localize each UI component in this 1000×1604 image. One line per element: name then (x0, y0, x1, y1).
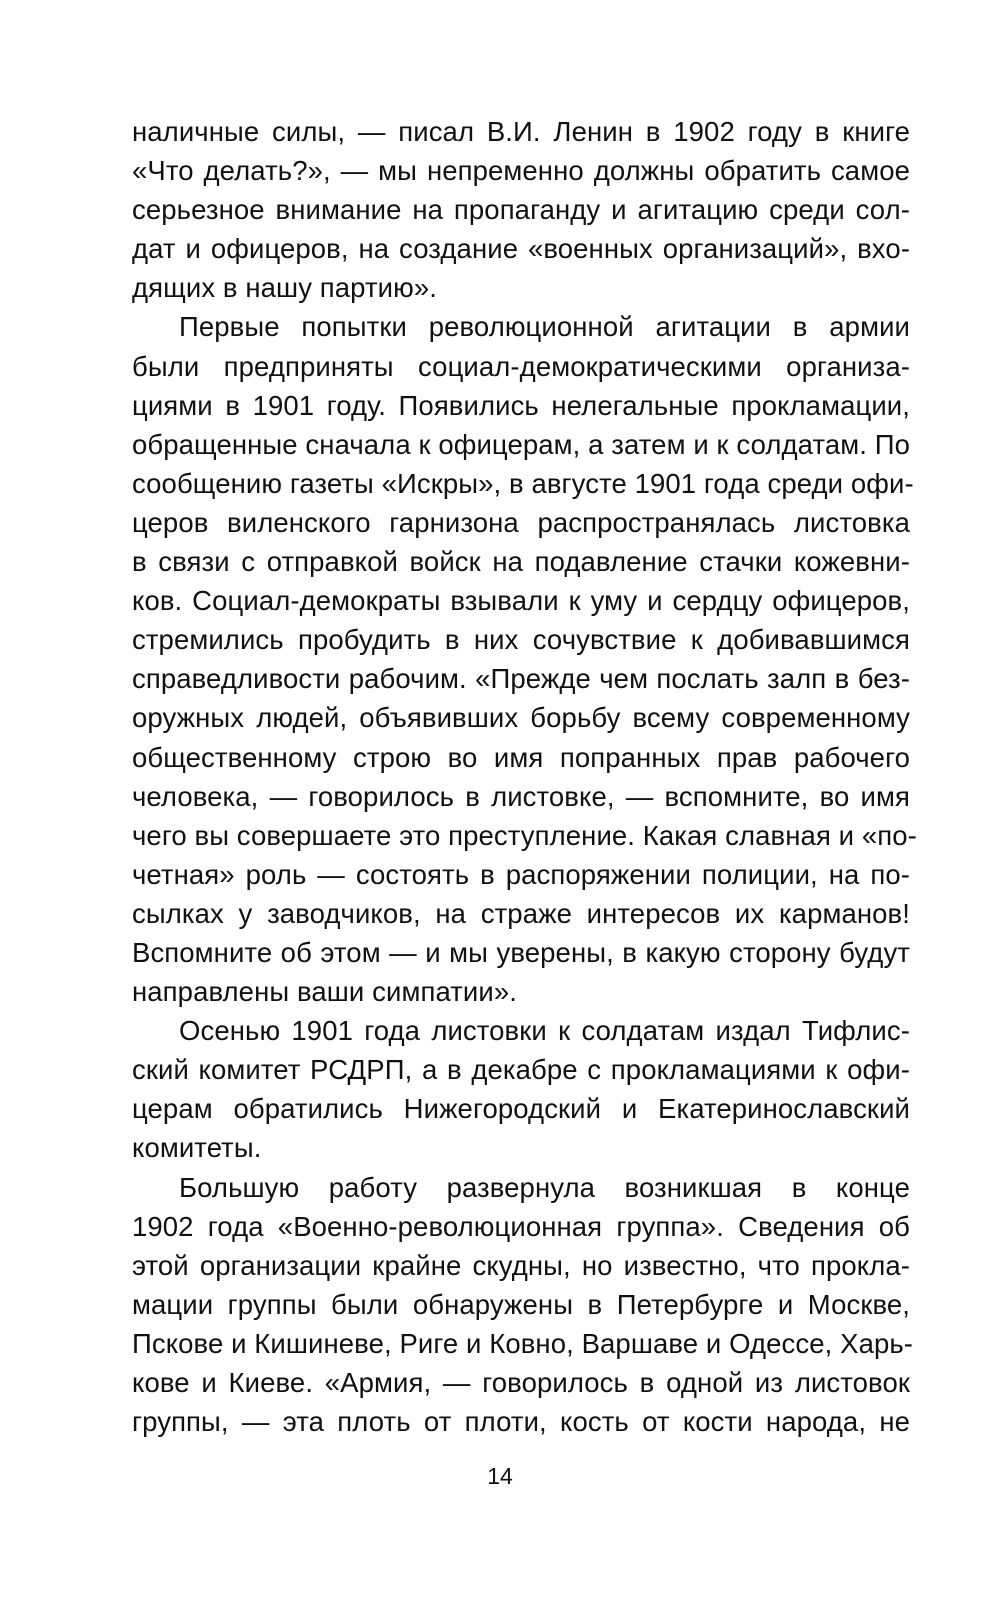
text-line: Первые попытки революционной агитации в армии (179, 311, 910, 343)
paragraph (132, 112, 910, 307)
page-number: 14 (487, 1463, 513, 1489)
text-line: церов виленского гарнизона распространялась листовка (132, 506, 910, 538)
text-line: Большую работу развернула возникшая в конце (179, 1171, 910, 1203)
paragraph (132, 1011, 910, 1167)
body-text (132, 112, 917, 1441)
text-line: Осенью 1901 года листовки к солдатам издал Тифлис- (179, 1015, 910, 1047)
text-line: Вспомните об этом — и мы уверены, в какую сторону будут (132, 936, 910, 968)
text-line: направлены ваши симпатии». (132, 976, 517, 1008)
text-line: общественному строю во имя попранных прав рабочего (132, 741, 910, 773)
text-line: сообщению газеты «Искры», в августе 1901 года среди офи- (132, 467, 914, 499)
text-line: этой организации крайне скудны, но известно, что прокла- (132, 1249, 910, 1281)
text-line: 1902 года «Военно-революционная группа». Сведения об (132, 1210, 910, 1242)
paragraph (132, 307, 917, 1011)
text-line: справедливости рабочим. «Прежде чем послать залп в без- (132, 663, 910, 695)
text-line: дящих в нашу партию». (132, 272, 437, 304)
text-line: ский комитет РСДРП, а в декабре с прокламациями к офи- (132, 1054, 910, 1086)
text-line: четная» роль — состоять в распоряжении полиции, на по- (132, 858, 910, 890)
text-line: группы, — эта плоть от плоти, кость от кости народа, не (132, 1406, 910, 1438)
text-line: «Что делать?», — мы непременно должны обратить самое (132, 155, 910, 187)
text-line: в связи с отправкой войск на подавление стачки кожевни- (132, 546, 910, 578)
text-line: комитеты. (132, 1132, 262, 1164)
text-line: стремились пробудить в них сочувствие к добивавшимся (132, 624, 910, 656)
text-line: кове и Киеве. «Армия, — говорилось в одной из листовок (132, 1367, 910, 1398)
text-line: дат и офицеров, на создание «военных организаций», вхо- (132, 233, 910, 265)
text-line: ков. Социал-демократы взывали к уму и сердцу офицеров, (132, 585, 910, 617)
text-line: наличные силы, — писал В.И. Ленин в 1902 году в книге (132, 116, 910, 147)
text-line: человека, — говорилось в листовке, — вспомните, во имя (132, 780, 910, 812)
text-line: Пскове и Кишиневе, Риге и Ковно, Варшаве и Одессе, Харь- (132, 1327, 914, 1359)
text-line: обращенные сначала к офицерам, а затем и к солдатам. По (132, 428, 910, 460)
text-line: церам обратились Нижегородский и Екатеринославский (132, 1093, 910, 1125)
text-line: мации группы были обнаружены в Петербурге и Москве, (132, 1288, 910, 1320)
text-line: сылках у заводчиков, на страже интересов их карманов! (132, 897, 910, 929)
text-line: чего вы совершаете это преступление. Какая славная и «по- (132, 819, 917, 851)
text-line: серьезное внимание на пропаганду и агитацию среди сол- (132, 194, 910, 226)
text-line: оружных людей, объявивших борьбу всему современному (132, 702, 910, 734)
text-line: циями в 1901 году. Появились нелегальные прокламации, (132, 389, 910, 421)
paragraph (132, 1168, 914, 1442)
text-line: были предприняты социал-демократическими организа- (132, 350, 910, 382)
